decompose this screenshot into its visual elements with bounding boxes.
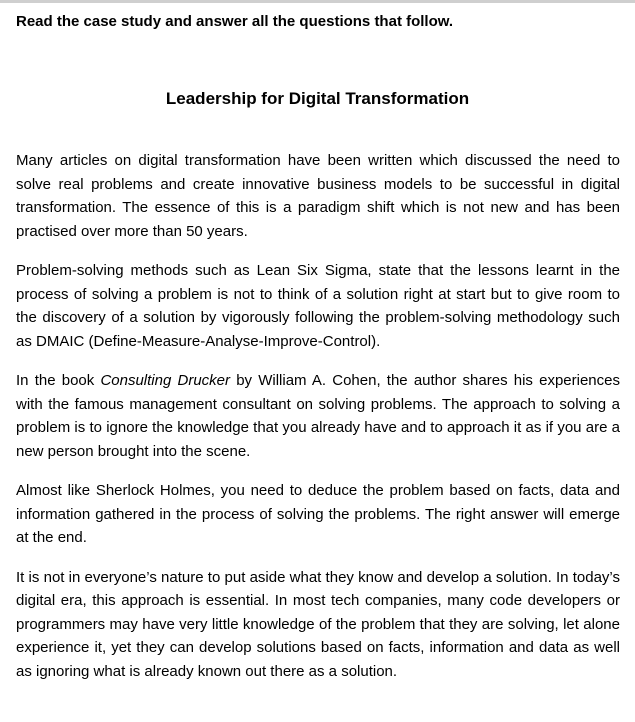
paragraph-3-intro: In the book: [16, 372, 101, 389]
document-title: Leadership for Digital Transformation: [165, 89, 470, 108]
paragraph-3-rest: by William A. Cohen, the author shares his experiences with the famous management consultant on solving problems. The approach to solving a problem is to ignore the knowledge that you already have and to approach it as if you are a new person brought into the scene.: [16, 372, 620, 460]
paragraph-5: It is not in everyone’s nature to put aside what they know and develop a solution. In today’s digital era, this approach is essential. In most tech companies, many code developers or programmers may have very little knowledge of the problem that they are solving, let alone experience it, yet they can develop solutions based on facts, information and data as well as ignoring what is already known out there as a solution.: [16, 568, 620, 680]
paragraph-3: [16, 369, 620, 463]
document-body: [16, 149, 620, 683]
book-title: Consulting Drucker: [100, 372, 231, 389]
top-border: [0, 0, 635, 3]
instruction-text: Read the case study and answer all the questions that follow.: [16, 13, 454, 30]
paragraph-1: Many articles on digital transformation have been written which discussed the need to solve real problems and create innovative business models to be successful in digital transformation. The essence of this is a paradigm shift which is not new and has been practised over more than 50 years.: [16, 152, 620, 240]
paragraph-4: Almost like Sherlock Holmes, you need to deduce the problem based on facts, data and information gathered in the process of solving the problems. The right answer will emerge at the end.: [16, 482, 620, 546]
paragraph-2: Problem-solving methods such as Lean Six Sigma, state that the lessons learnt in the process of solving a problem is not to think of a solution right at start but to give room to the discovery of a solution by vigorously following the problem-solving methodology such as DMAIC (Define-Measure-Analyse-Improve-Control).: [16, 262, 620, 350]
